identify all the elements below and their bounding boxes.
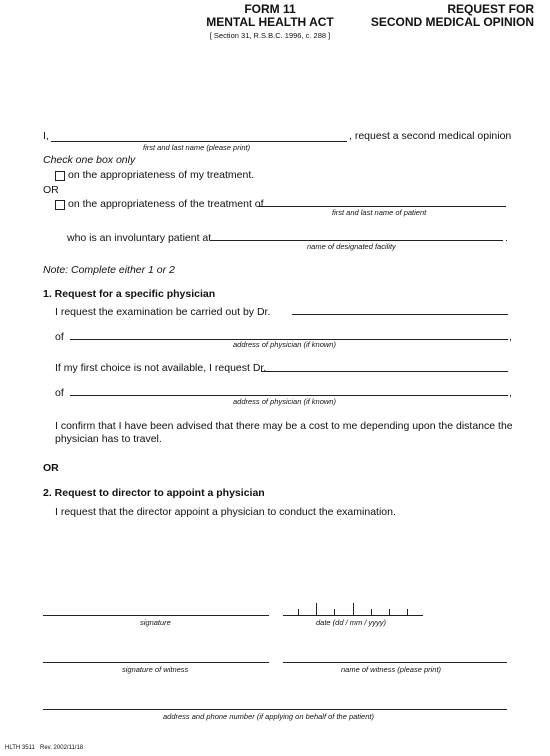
facility-caption: name of designated facility [307, 242, 396, 251]
date-caption: date (dd / mm / yyyy) [316, 618, 387, 627]
second-choice-label: If my first choice is not available, I request Dr. [55, 362, 267, 374]
patient-name-field[interactable] [258, 206, 506, 207]
date-divider-6 [389, 609, 390, 615]
form-title-line2: SECOND MEDICAL OPINION [370, 15, 534, 29]
applicant-name-caption: first and last name (please print) [143, 143, 251, 152]
option2-label: on the appropriateness of the treatment of [68, 198, 264, 210]
confirm-line2: physician has to travel. [55, 433, 162, 445]
patient-name-caption: first and last name of patient [332, 208, 427, 217]
signature-field[interactable] [43, 615, 269, 616]
address1-period: , [509, 331, 512, 343]
date-divider-5 [371, 609, 372, 615]
check-instruction: Check one box only [43, 154, 136, 166]
form-title-line1: REQUEST FOR [447, 2, 534, 16]
address2-period: , [509, 387, 512, 399]
option1-checkbox[interactable] [55, 171, 65, 181]
physician2-address-field[interactable] [70, 395, 508, 396]
intro-prefix: I, [43, 130, 49, 142]
date-divider-1 [298, 609, 299, 615]
section2-text: I request that the director appoint a physician to conduct the examination. [55, 506, 396, 518]
form-number: FORM 11 [244, 2, 296, 16]
intro-suffix: , request a second medical opinion [349, 130, 512, 142]
statute-reference: [ Section 31, R.S.B.C. 1996, c. 288 ] [209, 31, 331, 40]
or-between-sections: OR [43, 462, 59, 474]
applicant-name-field[interactable] [51, 141, 347, 142]
completion-note: Note: Complete either 1 or 2 [43, 264, 175, 276]
or-label: OR [43, 184, 59, 196]
date-divider-3 [334, 609, 335, 615]
date-field[interactable] [283, 615, 423, 616]
of2-label: of [55, 387, 64, 399]
date-divider-7 [407, 609, 408, 615]
form-revision: Rev. 2002/11/18 [40, 745, 84, 751]
address2-caption: address of physician (if known) [233, 397, 336, 406]
signature-caption: signature [140, 618, 171, 627]
physician2-name-field[interactable] [261, 371, 508, 372]
option1-label: on the appropriateness of my treatment. [68, 169, 255, 181]
physician1-name-field[interactable] [292, 314, 508, 315]
witness-signature-caption: signature of witness [122, 665, 189, 674]
address-phone-caption: address and phone number (if applying on behalf of the patient) [163, 712, 374, 721]
date-divider-4 [353, 603, 354, 615]
facility-period: . [505, 232, 508, 244]
witness-name-field[interactable] [283, 662, 507, 663]
address-phone-field[interactable] [43, 709, 507, 710]
of1-label: of [55, 331, 64, 343]
address1-caption: address of physician (if known) [233, 340, 336, 349]
section1-heading: 1. Request for a specific physician [43, 288, 216, 300]
witness-name-caption: name of witness (please print) [341, 665, 442, 674]
option2-checkbox[interactable] [55, 200, 65, 210]
section2-heading: 2. Request to director to appoint a physician [43, 487, 265, 499]
facility-field[interactable] [210, 240, 503, 241]
witness-signature-field[interactable] [43, 662, 269, 663]
request-dr-label: I request the examination be carried out by Dr. [55, 306, 271, 318]
date-divider-2 [316, 603, 317, 615]
involuntary-label: who is an involuntary patient at [67, 232, 212, 244]
form-code: HLTH 3511 [5, 745, 35, 751]
act-title: MENTAL HEALTH ACT [206, 15, 334, 29]
confirm-line1: I confirm that I have been advised that there may be a cost to me depending upon the distance the [55, 420, 513, 432]
